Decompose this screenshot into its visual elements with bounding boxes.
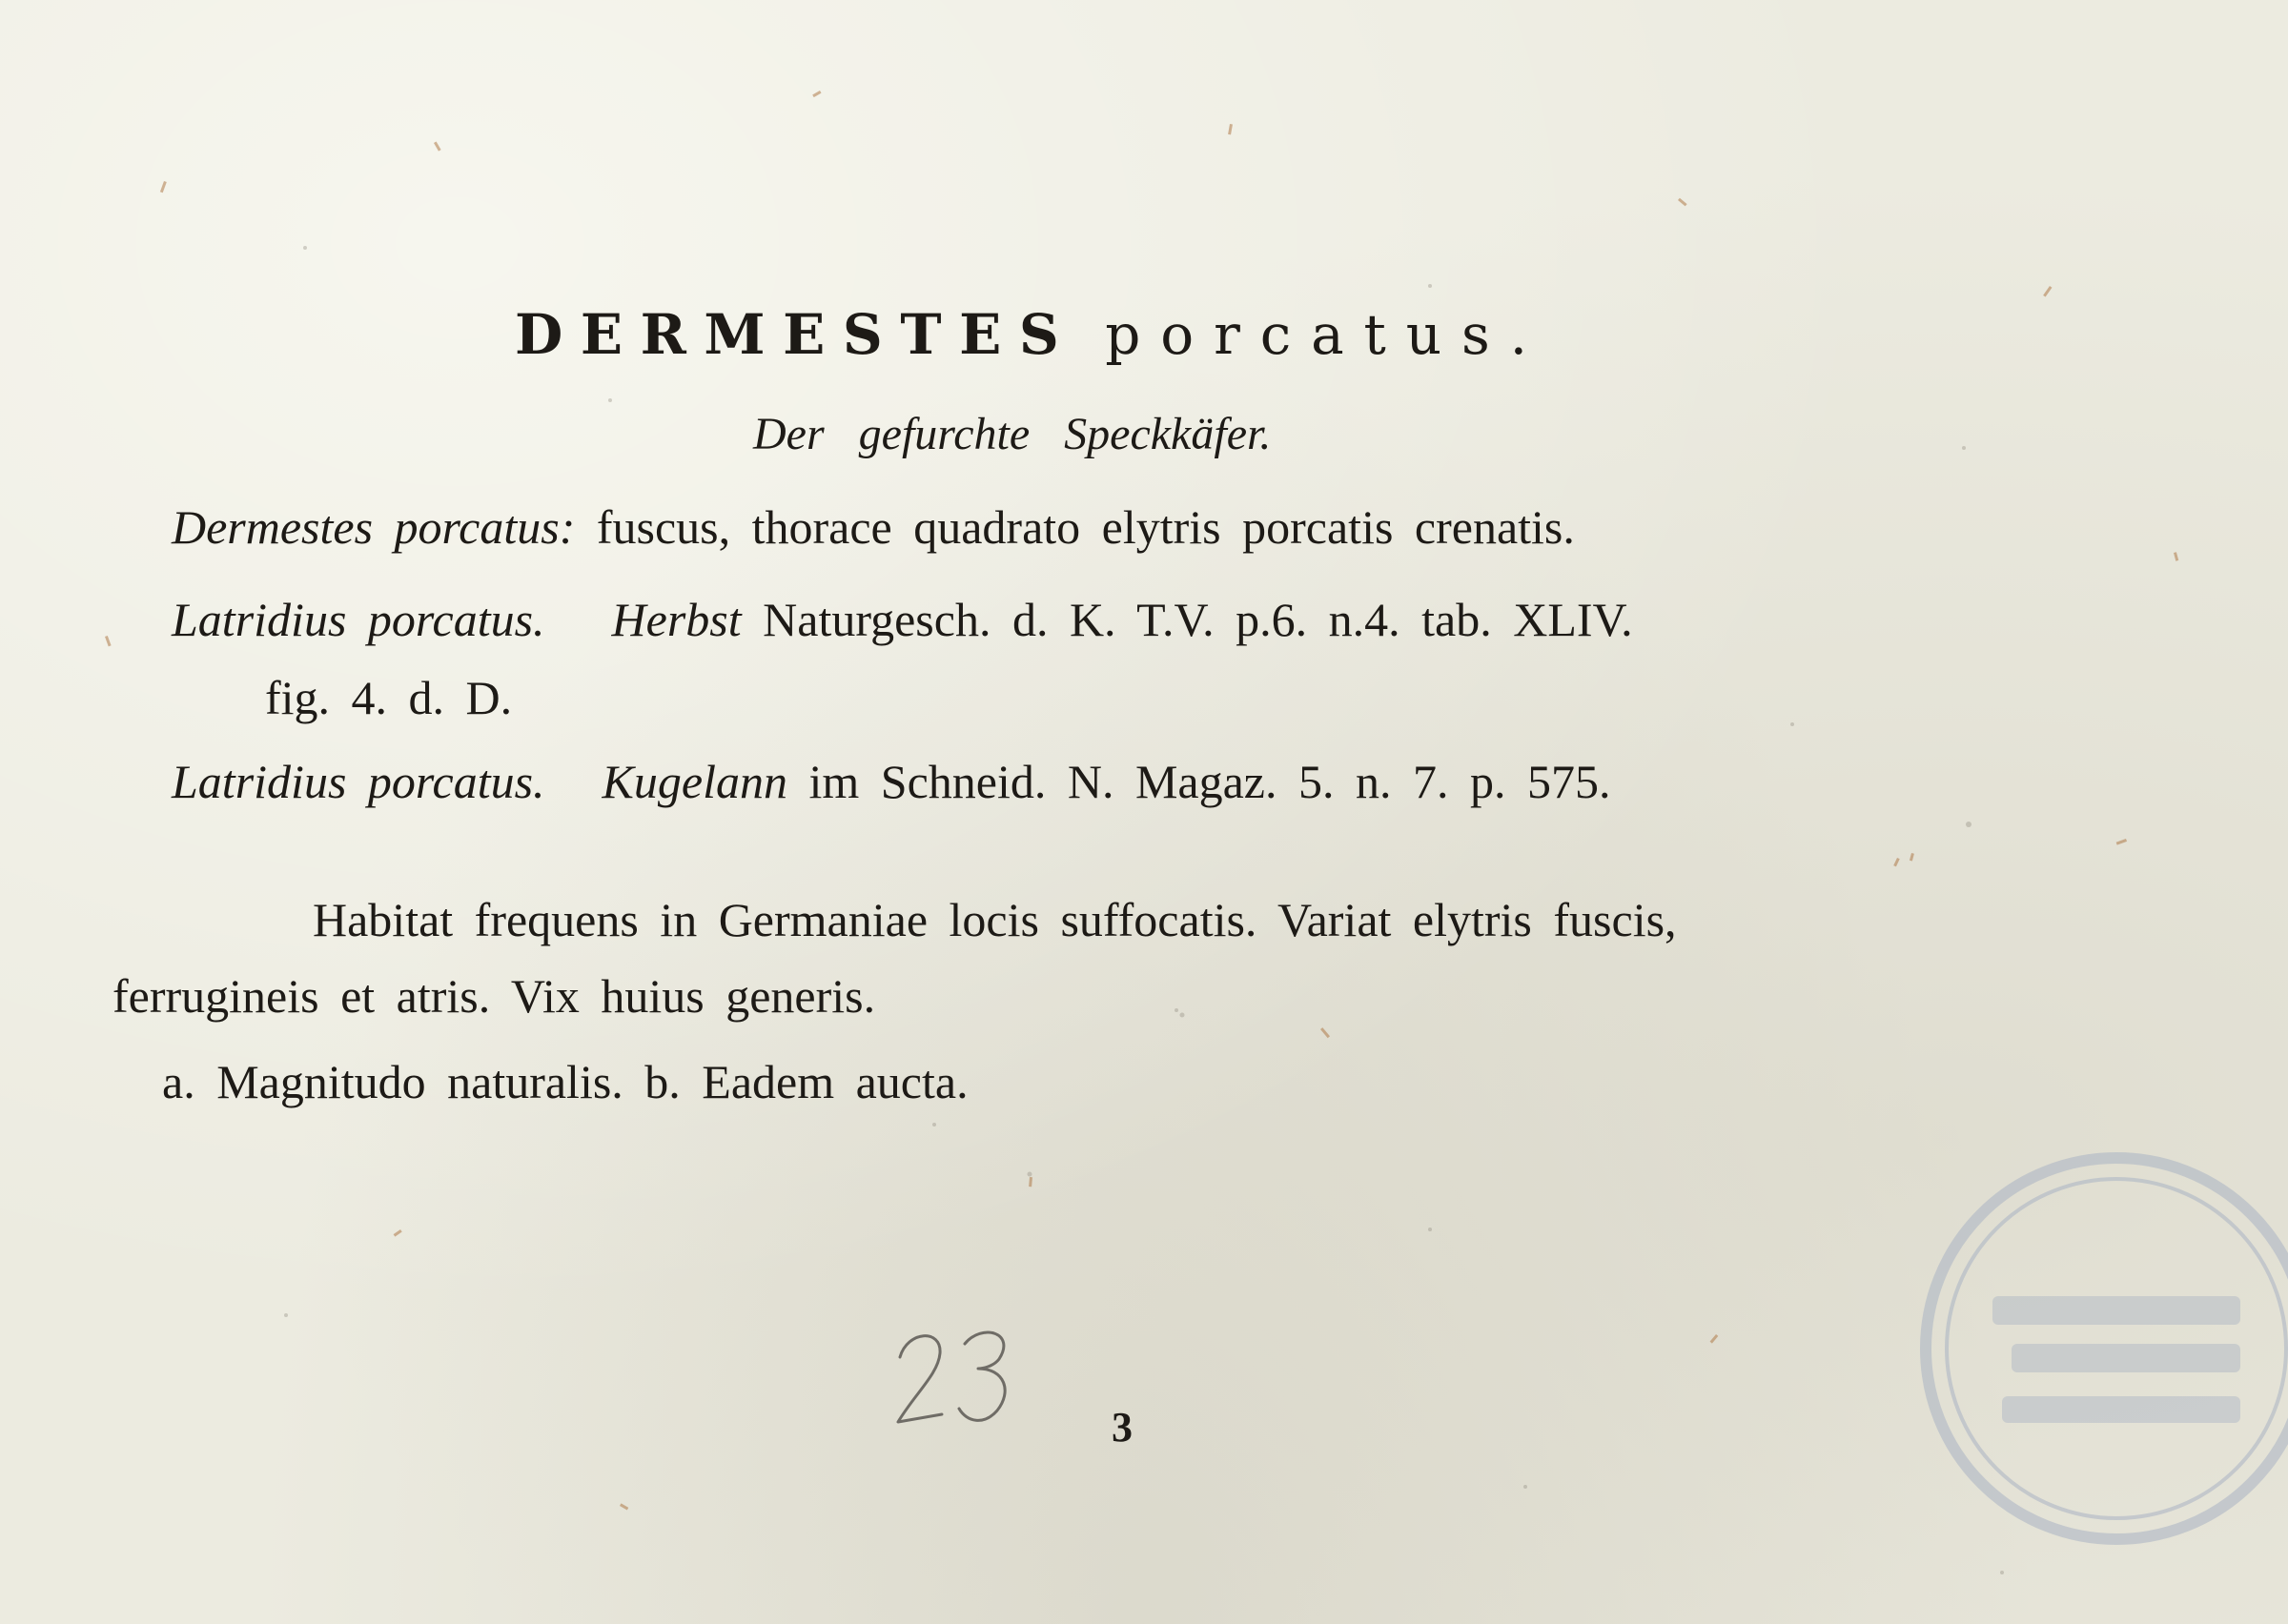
- habitat-line-1: Habitat frequens in Germaniae locis suffocatis. Variat elytris fuscis,: [313, 893, 1677, 946]
- reference-author: Kugelann: [602, 755, 787, 808]
- reference-herbst: [172, 593, 1633, 646]
- title-genus: DERMESTES: [515, 302, 1077, 367]
- diagnosis-name: Dermestes porcatus:: [172, 500, 576, 554]
- reference-herbst-continuation: fig. 4. d. D.: [265, 671, 513, 724]
- reference-text: Naturgesch. d. K. T.V. p.6. n.4. tab. XLIV.: [763, 593, 1633, 646]
- habitat-line-2: ferrugineis et atris. Vix huius generis.: [112, 969, 876, 1023]
- reference-text: im Schneid. N. Magaz. 5. n. 7. p. 575.: [808, 755, 1611, 808]
- library-stamp: [1907, 1134, 2288, 1563]
- page-number: 3: [1112, 1404, 1133, 1451]
- reference-name: Latridius porcatus.: [172, 593, 545, 646]
- handwritten-page-number: [887, 1315, 1030, 1439]
- reference-kugelann: [172, 755, 1611, 808]
- diagnosis-text: fuscus, thorace quadrato elytris porcatis crenatis.: [596, 500, 1575, 554]
- title-species: porcatus.: [1105, 302, 1547, 367]
- page-subtitle: Der gefurchte Speckkäfer.: [753, 409, 1272, 459]
- figures-caption: a. Magnitudo naturalis. b. Eadem aucta.: [162, 1055, 969, 1108]
- page-title: [515, 302, 1547, 367]
- reference-name: Latridius porcatus.: [172, 755, 545, 808]
- diagnosis-line: [172, 500, 1575, 554]
- reference-author: Herbst: [611, 593, 742, 646]
